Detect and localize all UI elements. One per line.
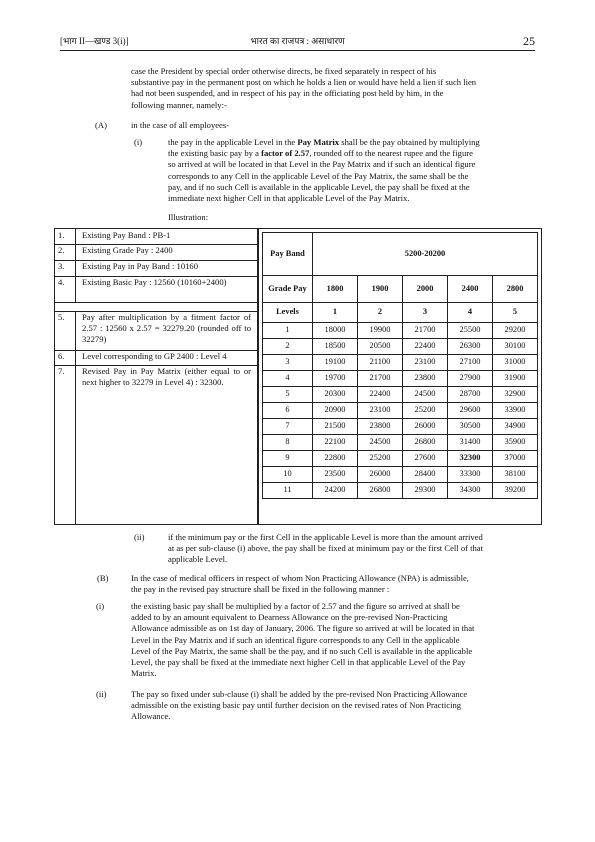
matrix-index-cell: 2 (263, 339, 313, 355)
pay-matrix-row (263, 435, 538, 451)
matrix-pay-cell: 30100 (493, 339, 538, 355)
level-cell: 3 (403, 303, 448, 323)
matrix-pay-cell: 21100 (358, 355, 403, 371)
matrix-pay-cell: 39200 (493, 483, 538, 499)
clause-b-i-text: the existing basic pay shall be multiplied by a factor of 2.57 and the figure so arrived at shall be added to by an amount equivalent to Dearness Allowance on the pre-revised Non-Practicing Allowance admissible as on 1st day of January, 2006. The figure so arrived at will be located in that Level in the Pay Matrix and if such an identical figure corresponds to any Cell in the applicable Level of the Pay Matrix, the same shall be the pay, and if no such Cell is available in the applicable Level, the pay shall be fixed at the immediate next higher Cell in that applicable Level of the Pay Matrix. (131, 601, 475, 679)
matrix-pay-cell: 22400 (358, 387, 403, 403)
matrix-pay-cell: 22100 (313, 435, 358, 451)
matrix-pay-cell: 26300 (448, 339, 493, 355)
matrix-pay-cell: 32900 (493, 387, 538, 403)
matrix-pay-cell: 28700 (448, 387, 493, 403)
matrix-pay-cell: 31000 (493, 355, 538, 371)
matrix-index-cell: 9 (263, 451, 313, 467)
matrix-pay-cell: 31900 (493, 371, 538, 387)
clause-a-i-label: (i) (134, 137, 143, 147)
pay-band-label: Pay Band (263, 233, 313, 276)
matrix-index-cell: 4 (263, 371, 313, 387)
matrix-pay-cell: 23500 (313, 467, 358, 483)
matrix-pay-cell: 22800 (313, 451, 358, 467)
grade-pay-cell: 1800 (313, 276, 358, 303)
level-cell: 2 (358, 303, 403, 323)
matrix-pay-cell: 26000 (403, 419, 448, 435)
matrix-pay-cell: 38100 (493, 467, 538, 483)
matrix-pay-cell: 19700 (313, 371, 358, 387)
page-header (60, 36, 535, 50)
matrix-index-cell: 6 (263, 403, 313, 419)
pay-matrix-row (263, 355, 538, 371)
matrix-pay-cell: 32300 (448, 451, 493, 467)
step-row: 3. Existing Pay in Pay Band : 10160 (55, 260, 257, 277)
matrix-pay-cell: 27600 (403, 451, 448, 467)
matrix-pay-cell: 25200 (358, 451, 403, 467)
section-b-text: In the case of medical officers in respect of whom Non Practicing Allowance (NPA) is admissible, the pay in the revised pay structure shall be fixed in the following manner : (131, 573, 469, 595)
clause-a-i-text: the pay in the applicable Level in the Pay Matrix shall be the pay obtained by multiplying the existing basic pay by a factor of 2.57, rounded off to the nearest rupee and the figure so arrived at will be located in that Level in the Pay Matrix and if such an identical figure corresponds to any Cell in the applicable Level of the Pay Matrix, the same shall be the pay, and if no such Cell is available in the applicable Level, the pay shall be fixed at the immediate next higher Cell in that applicable Level of the Pay Matrix. (168, 137, 480, 203)
pay-matrix-row (263, 467, 538, 483)
levels-row (263, 303, 538, 323)
pay-matrix-row (263, 403, 538, 419)
grade-pay-cell: 1900 (358, 276, 403, 303)
step-row: 7. Revised Pay in Pay Matrix (either equal to or next higher to 32279 in Level 4) : 32300. (55, 365, 257, 524)
clause-b-ii-label: (ii) (96, 689, 107, 699)
levels-label: Levels (263, 303, 313, 323)
matrix-pay-cell: 23100 (403, 355, 448, 371)
matrix-pay-cell: 24500 (403, 387, 448, 403)
matrix-pay-cell: 34900 (493, 419, 538, 435)
clause-b-i-label: (i) (96, 601, 105, 611)
matrix-pay-cell: 31400 (448, 435, 493, 451)
level-cell: 5 (493, 303, 538, 323)
illustration-steps-table (54, 228, 258, 525)
pay-matrix-row (263, 339, 538, 355)
matrix-pay-cell: 20300 (313, 387, 358, 403)
level-cell: 1 (313, 303, 358, 323)
matrix-pay-cell: 26800 (358, 483, 403, 499)
matrix-pay-cell: 19900 (358, 323, 403, 339)
matrix-pay-cell: 27900 (448, 371, 493, 387)
matrix-pay-cell: 25500 (448, 323, 493, 339)
matrix-pay-cell: 18000 (313, 323, 358, 339)
step-row: 6. Level corresponding to GP 2400 : Level 4 (55, 350, 257, 366)
matrix-pay-cell: 24500 (358, 435, 403, 451)
grade-pay-cell: 2800 (493, 276, 538, 303)
matrix-pay-cell: 23800 (403, 371, 448, 387)
grade-pay-label: Grade Pay (263, 276, 313, 303)
matrix-index-cell: 5 (263, 387, 313, 403)
matrix-pay-cell: 24200 (313, 483, 358, 499)
matrix-pay-cell: 19100 (313, 355, 358, 371)
clause-a-ii-label: (ii) (134, 532, 145, 542)
matrix-index-cell: 8 (263, 435, 313, 451)
pay-matrix-emphasis: Pay Matrix (297, 137, 340, 147)
pay-matrix-row (263, 387, 538, 403)
step-row: 4. Existing Basic Pay : 12560 (10160+2400) (55, 276, 257, 303)
matrix-pay-cell: 37000 (493, 451, 538, 467)
matrix-pay-cell: 23100 (358, 403, 403, 419)
step-row: 1. Existing Pay Band : PB-1 (55, 229, 257, 245)
matrix-index-cell: 1 (263, 323, 313, 339)
step-row: 5. Pay after multiplication by a fitment factor of 2.57 : 12560 x 2.57 = 32279.20 (rounded off to 32279) (55, 311, 257, 351)
matrix-pay-cell: 30500 (448, 419, 493, 435)
matrix-index-cell: 11 (263, 483, 313, 499)
matrix-pay-cell: 26000 (358, 467, 403, 483)
clause-b-ii-text: The pay so fixed under sub-clause (i) shall be added by the pre-revised Non Practicing Allowance admissible on the existing basic pay until further decision on the revised rates of Non Practicing Allowance. (131, 689, 468, 722)
matrix-index-cell: 3 (263, 355, 313, 371)
grade-pay-cell: 2400 (448, 276, 493, 303)
section-b-label: (B) (97, 573, 109, 583)
matrix-pay-cell: 33900 (493, 403, 538, 419)
page-number: 25 (523, 34, 535, 48)
matrix-pay-cell: 29300 (403, 483, 448, 499)
matrix-pay-cell: 25200 (403, 403, 448, 419)
matrix-pay-cell: 21500 (313, 419, 358, 435)
pay-matrix-row (263, 451, 538, 467)
pay-matrix-row (263, 371, 538, 387)
grade-pay-cell: 2000 (403, 276, 448, 303)
pay-matrix-table (258, 228, 542, 525)
matrix-index-cell: 7 (263, 419, 313, 435)
pay-matrix-row (263, 323, 538, 339)
matrix-pay-cell: 27100 (448, 355, 493, 371)
pay-band-row (263, 233, 538, 276)
step-row: 2. Existing Grade Pay : 2400 (55, 244, 257, 261)
matrix-pay-cell: 35900 (493, 435, 538, 451)
matrix-pay-cell: 23800 (358, 419, 403, 435)
illustration-label: Illustration: (168, 212, 209, 222)
clause-a-ii-text: if the minimum pay or the first Cell in the applicable Level is more than the amount arrived at as per sub-clause (i) above, the pay shall be fixed at minimum pay or the first Cell of that applicable Level. (168, 532, 484, 565)
matrix-pay-cell: 34300 (448, 483, 493, 499)
grade-pay-row (263, 276, 538, 303)
matrix-pay-cell: 21700 (403, 323, 448, 339)
matrix-pay-cell: 29600 (448, 403, 493, 419)
matrix-pay-cell: 26800 (403, 435, 448, 451)
matrix-pay-cell: 20500 (358, 339, 403, 355)
factor-emphasis: factor of 2.57 (261, 148, 310, 159)
section-a-label: (A) (95, 120, 107, 130)
matrix-pay-cell: 33300 (448, 467, 493, 483)
header-rule (60, 50, 535, 51)
header-gazette-title: भारत का राजपत्र : असाधारण (250, 36, 345, 46)
matrix-pay-cell: 21700 (358, 371, 403, 387)
pay-band-value: 5200-20200 (313, 233, 538, 276)
intro-paragraph: case the President by special order otherwise directs, be fixed separately in respect of his substantive pay in the permanent post on which he holds a lien or would have held a lien if such lien had not been suspended, and in respect of his pay in the officiating post held by him, in the following manner, namely:- (131, 66, 477, 110)
matrix-index-cell: 10 (263, 467, 313, 483)
matrix-pay-cell: 28400 (403, 467, 448, 483)
section-a-text: in the case of all employees- (131, 120, 230, 130)
pay-matrix-row (263, 419, 538, 435)
level-cell: 4 (448, 303, 493, 323)
matrix-pay-cell: 18500 (313, 339, 358, 355)
pay-matrix-body (263, 323, 538, 499)
matrix-pay-cell: 29200 (493, 323, 538, 339)
pay-matrix-row (263, 483, 538, 499)
header-section-label: [भाग II—खण्ड 3(i)] (60, 36, 129, 46)
matrix-pay-cell: 22400 (403, 339, 448, 355)
matrix-pay-cell: 20900 (313, 403, 358, 419)
